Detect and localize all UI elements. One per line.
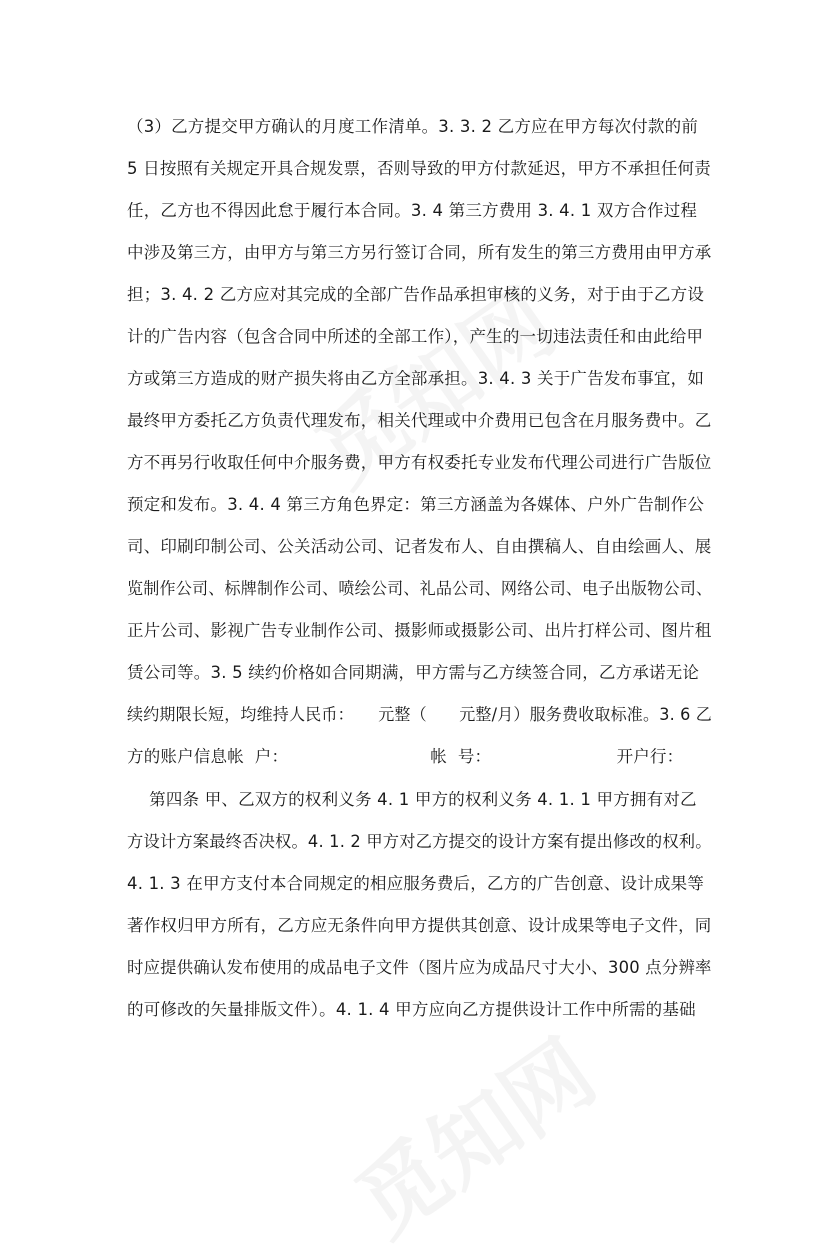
text-line: 时应提供确认发布使用的成品电子文件（图片应为成品尺寸大小、300 点分辨率 [127,958,712,977]
watermark [328,1006,617,1260]
text-line: 计的广告内容（包含合同中所述的全部工作），产生的一切违法责任和由此给甲 [127,327,704,346]
text-line: 担；3. 4. 2 乙方应对其完成的全部广告作品承担审核的义务，对于由于乙方设 [127,285,705,304]
text-line: 方不再另行收取任何中介服务费，甲方有权委托专业发布代理公司进行广告版位 [127,453,712,472]
text-line: 方的账户信息帐 户： 帐 号： 开户行： [127,747,684,766]
text-line: 最终甲方委托乙方负责代理发布，相关代理或中介费用已包含在月服务费中。乙 [127,411,712,430]
text-line: 中涉及第三方，由甲方与第三方另行签订合同，所有发生的第三方费用由甲方承 [127,243,712,262]
text-line: （3）乙方提交甲方确认的月度工作清单。3. 3. 2 乙方应在甲方每次付款的前 [127,117,699,136]
text-line: 续约期限长短，均维持人民币： 元整（ 元整/月）服务费收取标准。3. 6 乙 [127,705,713,724]
text-line: 预定和发布。3. 4. 4 第三方角色界定：第三方涵盖为各媒体、户外广告制作公 [127,495,705,514]
text-line: 任，乙方也不得因此怠于履行本合同。3. 4 第三方费用 3. 4. 1 双方合作过程 [127,201,698,220]
text-line: 正片公司、影视广告专业制作公司、摄影师或摄影公司、出片打样公司、图片租 [127,621,712,640]
text-line: 方设计方案最终否决权。4. 1. 2 甲方对乙方提交的设计方案有提出修改的权利。 [127,832,712,851]
text-line: 司、印刷印制公司、公关活动公司、记者发布人、自由撰稿人、自由绘画人、展 [127,537,712,556]
text-line: 第四条 甲、乙双方的权利义务 4. 1 甲方的权利义务 4. 1. 1 甲方拥有对乙 [127,790,697,809]
text-line: 4. 1. 3 在甲方支付本合同规定的相应服务费后，乙方的广告创意、设计成果等 [127,874,705,893]
text-line: 著作权归甲方所有，乙方应无条件向甲方提供其创意、设计成果等电子文件，同 [127,916,712,935]
text-line: 的可修改的矢量排版文件）。4. 1. 4 甲方应向乙方提供设计工作中所需的基础 [127,1000,696,1019]
text-line: 览制作公司、标牌制作公司、喷绘公司、礼品公司、网络公司、电子出版物公司、 [127,579,713,598]
text-line: 5 日按照有关规定开具合规发票，否则导致的甲方付款延迟，甲方不承担任何责 [127,159,711,178]
text-line: 赁公司等。3. 5 续约价格如合同期满，甲方需与乙方续签合同，乙方承诺无论 [127,663,700,682]
text-line: 方或第三方造成的财产损失将由乙方全部承担。3. 4. 3 关于广告发布事宜，如 [127,369,705,388]
